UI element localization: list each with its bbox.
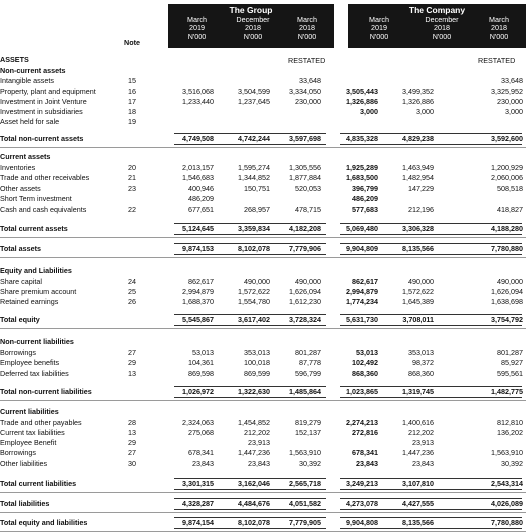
subtotal-rule (174, 243, 326, 244)
subtotal-rule (340, 314, 522, 315)
total-underline (174, 254, 326, 255)
value-cell: 3,708,011 (402, 315, 434, 324)
row-divider (0, 400, 526, 401)
value-cell: 212,196 (408, 205, 434, 214)
table-row (0, 205, 526, 215)
row-label: Current tax liabilities (0, 428, 65, 437)
row-label: Total non-current liabilities (0, 387, 92, 396)
note-ref: 26 (128, 297, 136, 306)
value-cell: 136,202 (497, 428, 523, 437)
table-row (0, 87, 526, 97)
value-cell: 4,273,078 (346, 499, 378, 508)
row-label: Employee benefits (0, 358, 60, 367)
value-cell: 596,799 (295, 369, 321, 378)
value-cell: 23,843 (356, 459, 378, 468)
value-cell: 1,322,630 (238, 387, 270, 396)
value-cell: 85,927 (501, 358, 523, 367)
value-cell: 150,751 (244, 184, 270, 193)
value-cell: 272,816 (352, 428, 378, 437)
note-ref: 15 (128, 76, 136, 85)
value-cell: 1,683,500 (346, 173, 378, 182)
total-underline (174, 234, 326, 235)
section-heading (0, 407, 526, 417)
row-label: Investment in subsidiaries (0, 107, 83, 116)
total-underline (340, 325, 522, 326)
row-divider (0, 328, 526, 329)
row-label: Equity and Liabilities (0, 266, 72, 275)
total-underline (174, 509, 326, 510)
value-cell: 678,341 (188, 448, 214, 457)
value-cell: 23,843 (192, 459, 214, 468)
value-cell: 1,688,370 (182, 297, 214, 306)
value-cell: 230,000 (295, 97, 321, 106)
note-ref: 19 (128, 117, 136, 126)
row-label: Trade and other receivables (0, 173, 90, 182)
section-heading (0, 337, 526, 347)
value-cell: 23,843 (248, 459, 270, 468)
value-cell: 4,835,328 (346, 134, 378, 143)
value-cell: 3,306,328 (402, 224, 434, 233)
value-cell: 147,229 (408, 184, 434, 193)
col-header-5: March 2018 N'000 (489, 15, 509, 41)
value-cell: 1,563,910 (491, 448, 523, 457)
note-ref: 30 (128, 459, 136, 468)
subtotal-rule (340, 478, 522, 479)
value-cell: 53,013 (192, 348, 214, 357)
note-ref: 23 (128, 184, 136, 193)
value-cell: 353,013 (408, 348, 434, 357)
col-header-0: March 2019 N'000 (187, 15, 207, 41)
group-title: The Group (229, 5, 273, 15)
section-heading (0, 66, 526, 76)
value-cell: 7,779,906 (289, 244, 321, 253)
value-cell: 23,913 (412, 438, 434, 447)
company-restated-label: RESTATED (478, 56, 516, 65)
value-cell: 1,877,884 (289, 173, 321, 182)
value-cell: 869,599 (244, 369, 270, 378)
value-cell: 1,454,852 (238, 418, 270, 427)
value-cell: 23,843 (412, 459, 434, 468)
value-cell: 490,000 (497, 277, 523, 286)
subtotal-rule (174, 498, 326, 499)
table-row (0, 459, 526, 469)
value-cell: 520,053 (295, 184, 321, 193)
total-row (0, 518, 526, 528)
total-row (0, 244, 526, 254)
value-cell: 508,518 (497, 184, 523, 193)
subtotal-rule (340, 223, 522, 224)
note-ref: 29 (128, 438, 136, 447)
value-cell: 1,612,230 (289, 297, 321, 306)
total-underline (174, 397, 326, 398)
total-underline (340, 144, 522, 145)
total-row (0, 315, 526, 325)
value-cell: 212,202 (244, 428, 270, 437)
value-cell: 7,780,880 (491, 518, 523, 527)
value-cell: 1,485,864 (289, 387, 321, 396)
section-heading (0, 55, 526, 65)
value-cell: 868,360 (408, 369, 434, 378)
value-cell: 1,463,949 (402, 163, 434, 172)
value-cell: 1,774,234 (346, 297, 378, 306)
value-cell: 3,325,952 (491, 87, 523, 96)
value-cell: 4,026,089 (491, 499, 523, 508)
value-cell: 2,994,879 (346, 287, 378, 296)
value-cell: 212,202 (408, 428, 434, 437)
value-cell: 1,482,954 (402, 173, 434, 182)
value-cell: 812,810 (497, 418, 523, 427)
row-label: ASSETS (0, 55, 29, 64)
table-row (0, 287, 526, 297)
row-label: Property, plant and equipment (0, 87, 96, 96)
table-row (0, 107, 526, 117)
value-cell: 23,913 (248, 438, 270, 447)
subtotal-rule (174, 314, 326, 315)
value-cell: 1,595,274 (238, 163, 270, 172)
table-row (0, 348, 526, 358)
subtotal-rule (174, 478, 326, 479)
table-row (0, 194, 526, 204)
total-underline (174, 489, 326, 490)
value-cell: 7,780,880 (491, 244, 523, 253)
value-cell: 4,484,676 (238, 499, 270, 508)
row-divider (0, 492, 526, 493)
row-label: Other liabilities (0, 459, 48, 468)
note-ref: 17 (128, 97, 136, 106)
value-cell: 100,018 (244, 358, 270, 367)
note-ref: 28 (128, 418, 136, 427)
section-heading (0, 266, 526, 276)
table-row (0, 438, 526, 448)
value-cell: 8,102,078 (238, 244, 270, 253)
value-cell: 1,546,683 (182, 173, 214, 182)
row-label: Other assets (0, 184, 41, 193)
value-cell: 3,249,213 (346, 479, 378, 488)
row-divider (0, 237, 526, 238)
row-label: Total equity (0, 315, 40, 324)
value-cell: 3,359,834 (238, 224, 270, 233)
note-ref: 25 (128, 287, 136, 296)
row-label: Total non-current assets (0, 134, 84, 143)
value-cell: 275,068 (188, 428, 214, 437)
value-cell: 268,957 (244, 205, 270, 214)
value-cell: 486,209 (188, 194, 214, 203)
value-cell: 862,617 (352, 277, 378, 286)
value-cell: 102,492 (352, 358, 378, 367)
subtotal-rule (174, 517, 326, 518)
subtotal-rule (340, 386, 522, 387)
value-cell: 490,000 (408, 277, 434, 286)
note-ref: 18 (128, 107, 136, 116)
table-row (0, 448, 526, 458)
row-divider (0, 257, 526, 258)
value-cell: 478,715 (295, 205, 321, 214)
value-cell: 4,182,208 (289, 224, 321, 233)
value-cell: 3,000 (416, 107, 434, 116)
value-cell: 5,069,480 (346, 224, 378, 233)
value-cell: 1,400,616 (402, 418, 434, 427)
note-ref: 20 (128, 163, 136, 172)
value-cell: 1,572,622 (402, 287, 434, 296)
row-label: Asset held for sale (0, 117, 60, 126)
value-cell: 418,827 (497, 205, 523, 214)
value-cell: 3,592,600 (491, 134, 523, 143)
value-cell: 1,638,698 (491, 297, 523, 306)
value-cell: 490,000 (295, 277, 321, 286)
table-row (0, 97, 526, 107)
value-cell: 8,135,566 (402, 518, 434, 527)
row-label: Borrowings (0, 348, 36, 357)
value-cell: 3,597,698 (289, 134, 321, 143)
row-label: Total current assets (0, 224, 68, 233)
value-cell: 2,274,213 (346, 418, 378, 427)
section-heading (0, 152, 526, 162)
subtotal-rule (340, 133, 522, 134)
row-label: Inventories (0, 163, 36, 172)
row-label: Trade and other payables (0, 418, 82, 427)
table-row (0, 297, 526, 307)
subtotal-rule (174, 386, 326, 387)
value-cell: 678,341 (352, 448, 378, 457)
table-row (0, 184, 526, 194)
value-cell: 1,572,622 (238, 287, 270, 296)
value-cell: 3,504,599 (238, 87, 270, 96)
total-underline (340, 397, 522, 398)
value-cell: 2,060,006 (491, 173, 523, 182)
note-ref: 13 (128, 428, 136, 437)
value-cell: 152,137 (295, 428, 321, 437)
value-cell: 53,013 (356, 348, 378, 357)
value-cell: 3,754,792 (491, 315, 523, 324)
value-cell: 3,162,046 (238, 479, 270, 488)
col-header-1: December 2018 N'000 (236, 15, 270, 41)
row-label: Current liabilities (0, 407, 59, 416)
value-cell: 2,543,314 (491, 479, 523, 488)
value-cell: 8,102,078 (238, 518, 270, 527)
table-row (0, 428, 526, 438)
value-cell: 3,728,324 (289, 315, 321, 324)
note-column-header: Note (124, 38, 140, 47)
value-cell: 4,328,287 (182, 499, 214, 508)
value-cell: 2,324,063 (182, 418, 214, 427)
col-header-4: December 2018 N'000 (425, 15, 459, 41)
value-cell: 5,124,645 (182, 224, 214, 233)
row-label: Total equity and liabilities (0, 518, 88, 527)
value-cell: 869,598 (188, 369, 214, 378)
subtotal-rule (340, 517, 522, 518)
value-cell: 4,742,244 (238, 134, 270, 143)
value-cell: 2,565,718 (289, 479, 321, 488)
company-title: The Company (408, 5, 466, 15)
total-underline (340, 509, 522, 510)
value-cell: 3,499,352 (402, 87, 434, 96)
note-ref: 24 (128, 277, 136, 286)
table-row (0, 418, 526, 428)
note-ref: 21 (128, 173, 136, 182)
table-row (0, 76, 526, 86)
value-cell: 4,427,555 (402, 499, 434, 508)
row-label: Share capital (0, 277, 42, 286)
value-cell: 9,874,154 (182, 518, 214, 527)
value-cell: 3,301,315 (182, 479, 214, 488)
value-cell: 1,626,094 (491, 287, 523, 296)
table-row (0, 117, 526, 127)
value-cell: 353,013 (244, 348, 270, 357)
value-cell: 1,200,929 (491, 163, 523, 172)
value-cell: 1,326,886 (346, 97, 378, 106)
value-cell: 819,279 (295, 418, 321, 427)
value-cell: 486,209 (352, 194, 378, 203)
row-label: Share premium account (0, 287, 77, 296)
row-label: Total assets (0, 244, 42, 253)
row-label: Non-current liabilities (0, 337, 74, 346)
value-cell: 33,648 (299, 76, 321, 85)
value-cell: 862,617 (188, 277, 214, 286)
note-ref: 13 (128, 369, 136, 378)
value-cell: 801,287 (497, 348, 523, 357)
value-cell: 1,023,865 (346, 387, 378, 396)
row-label: Investment in Joint Venture (0, 97, 87, 106)
row-label: Intangible assets (0, 76, 54, 85)
row-label: Borrowings (0, 448, 36, 457)
row-divider (0, 512, 526, 513)
value-cell: 868,360 (352, 369, 378, 378)
note-ref: 27 (128, 448, 136, 457)
subtotal-rule (174, 223, 326, 224)
row-label: Non-current assets (0, 66, 66, 75)
col-header-3: March 2019 N'000 (369, 15, 389, 41)
value-cell: 3,516,068 (182, 87, 214, 96)
row-label: Current assets (0, 152, 51, 161)
value-cell: 1,344,852 (238, 173, 270, 182)
value-cell: 3,617,402 (238, 315, 270, 324)
value-cell: 30,392 (501, 459, 523, 468)
row-label: Total current liabilities (0, 479, 77, 488)
value-cell: 1,026,972 (182, 387, 214, 396)
table-row (0, 358, 526, 368)
total-row (0, 387, 526, 397)
subtotal-rule (340, 243, 522, 244)
total-row (0, 224, 526, 234)
value-cell: 8,135,566 (402, 244, 434, 253)
note-ref: 29 (128, 358, 136, 367)
value-cell: 3,505,443 (346, 87, 378, 96)
value-cell: 1,645,389 (402, 297, 434, 306)
value-cell: 490,000 (244, 277, 270, 286)
row-label: Employee Benefit (0, 438, 57, 447)
total-row (0, 499, 526, 509)
value-cell: 4,829,238 (402, 134, 434, 143)
value-cell: 1,554,780 (238, 297, 270, 306)
note-ref: 27 (128, 348, 136, 357)
value-cell: 4,051,582 (289, 499, 321, 508)
value-cell: 2,013,157 (182, 163, 214, 172)
value-cell: 1,237,645 (238, 97, 270, 106)
value-cell: 9,904,808 (346, 518, 378, 527)
row-divider (0, 147, 526, 148)
table-row (0, 173, 526, 183)
value-cell: 1,447,236 (238, 448, 270, 457)
value-cell: 1,447,236 (402, 448, 434, 457)
value-cell: 104,361 (188, 358, 214, 367)
table-row (0, 369, 526, 379)
total-underline (340, 489, 522, 490)
value-cell: 1,305,556 (289, 163, 321, 172)
subtotal-rule (340, 498, 522, 499)
value-cell: 595,561 (497, 369, 523, 378)
value-cell: 801,287 (295, 348, 321, 357)
group-restated-label: RESTATED (288, 56, 326, 65)
row-label: Retained earnings (0, 297, 59, 306)
value-cell: 1,626,094 (289, 287, 321, 296)
value-cell: 400,946 (188, 184, 214, 193)
value-cell: 1,925,289 (346, 163, 378, 172)
value-cell: 677,651 (188, 205, 214, 214)
total-underline (174, 144, 326, 145)
value-cell: 577,683 (352, 205, 378, 214)
value-cell: 1,319,745 (402, 387, 434, 396)
value-cell: 4,188,280 (491, 224, 523, 233)
value-cell: 5,631,730 (346, 315, 378, 324)
total-underline (340, 254, 522, 255)
value-cell: 1,233,440 (182, 97, 214, 106)
total-underline (174, 325, 326, 326)
value-cell: 7,779,905 (289, 518, 321, 527)
col-header-2: March 2018 N'000 (297, 15, 317, 41)
value-cell: 4,749,508 (182, 134, 214, 143)
value-cell: 98,372 (412, 358, 434, 367)
value-cell: 9,904,809 (346, 244, 378, 253)
value-cell: 30,392 (299, 459, 321, 468)
value-cell: 1,326,886 (402, 97, 434, 106)
row-label: Cash and cash equivalents (0, 205, 87, 214)
table-row (0, 163, 526, 173)
value-cell: 87,778 (299, 358, 321, 367)
subtotal-rule (174, 133, 326, 134)
table-row (0, 277, 526, 287)
value-cell: 1,563,910 (289, 448, 321, 457)
value-cell: 5,545,867 (182, 315, 214, 324)
value-cell: 230,000 (497, 97, 523, 106)
row-label: Deferred tax liabilities (0, 369, 69, 378)
value-cell: 9,874,153 (182, 244, 214, 253)
value-cell: 396,799 (352, 184, 378, 193)
row-label: Short Term investment (0, 194, 72, 203)
value-cell: 3,000 (360, 107, 378, 116)
value-cell: 3,334,050 (289, 87, 321, 96)
value-cell: 1,482,775 (491, 387, 523, 396)
row-label: Total liabilities (0, 499, 50, 508)
value-cell: 33,648 (501, 76, 523, 85)
note-ref: 16 (128, 87, 136, 96)
total-underline (340, 234, 522, 235)
total-row (0, 479, 526, 489)
total-row (0, 134, 526, 144)
value-cell: 3,000 (505, 107, 523, 116)
value-cell: 2,994,879 (182, 287, 214, 296)
note-ref: 22 (128, 205, 136, 214)
value-cell: 3,107,810 (402, 479, 434, 488)
